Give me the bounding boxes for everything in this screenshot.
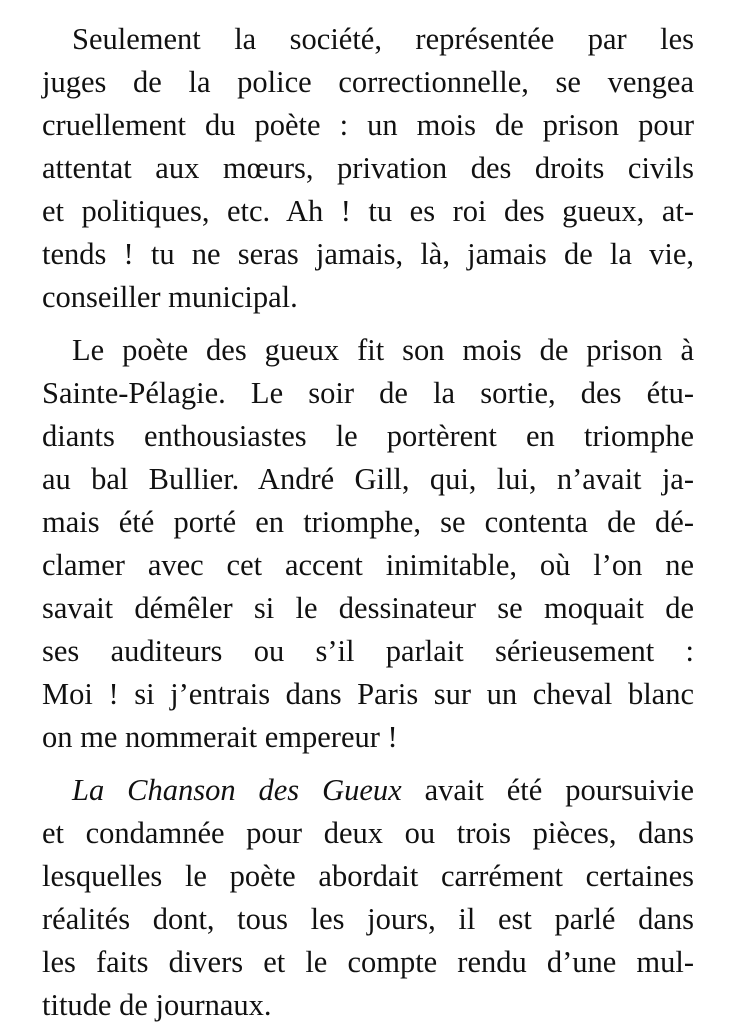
text-line: au bal Bullier. André Gill, qui, lui, n’avait ja- [42, 462, 694, 496]
text-line: on me nommerait empereur ! [42, 720, 398, 754]
text-line: diants enthousiastes le portèrent en triomphe [42, 419, 694, 453]
text-line: titude de journaux. [42, 988, 272, 1022]
paragraph-1 [42, 18, 694, 319]
text-line: clamer avec cet accent inimitable, où l’on ne [42, 548, 694, 582]
text-line: réalités dont, tous les jours, il est parlé dans [42, 902, 694, 936]
text-line: et politiques, etc. Ah ! tu es roi des gueux, at- [42, 194, 694, 228]
text-line: attentat aux mœurs, privation des droits civils [42, 151, 694, 185]
paragraph-2 [42, 329, 694, 759]
text-line: conseiller municipal. [42, 280, 298, 314]
text-line: juges de la police correctionnelle, se vengea [42, 65, 694, 99]
text-line: les faits divers et le compte rendu d’une mul- [42, 945, 694, 979]
text-line: Le poète des gueux fit son mois de prison à [72, 333, 694, 367]
book-title: La Chanson des Gueux [72, 773, 402, 807]
text-line: ses auditeurs ou s’il parlait sérieusement : [42, 634, 694, 668]
text-line: savait démêler si le dessinateur se moquait de [42, 591, 694, 625]
text-line: lesquelles le poète abordait carrément certaines [42, 859, 694, 893]
text-line: tends ! tu ne seras jamais, là, jamais de la vie, [42, 237, 694, 271]
text-line: Sainte-Pélagie. Le soir de la sortie, des étu- [42, 376, 694, 410]
text-line: et condamnée pour deux ou trois pièces, dans [42, 816, 694, 850]
text-line: cruellement du poète : un mois de prison pour [42, 108, 694, 142]
text-line: Seulement la société, représentée par les [72, 22, 694, 56]
text-line: mais été porté en triomphe, se contenta de dé- [42, 505, 694, 539]
text-line: Moi ! si j’entrais dans Paris sur un cheval blanc [42, 677, 694, 711]
text-line [42, 769, 694, 812]
paragraph-3 [42, 769, 694, 1027]
text-fragment: avait été poursuivie [401, 773, 694, 807]
